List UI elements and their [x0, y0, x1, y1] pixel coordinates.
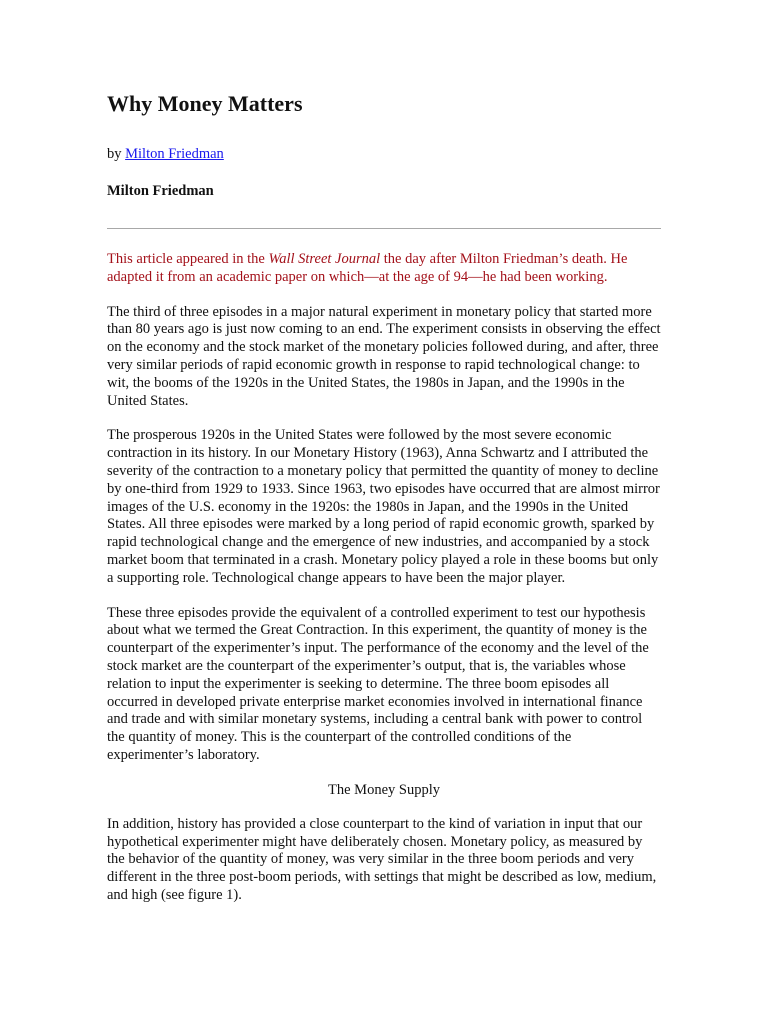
byline — [107, 145, 661, 163]
section-subheading: The Money Supply — [328, 781, 440, 798]
publication-name: Wall Street Journal — [268, 251, 381, 267]
paragraph-3: These three episodes provide the equivalent of a controlled experiment to test our hypothesis about what we termed the Great Contraction. In this experiment, the quantity of money is the counterpart of the experimenter’s input. The performance of the economy and the level of the stock market are the counterpart of the experimenter’s output, that is, the variables whose relation to input the experimenter is seeking to determine. The three boom episodes all occurred in developed private enterprise market economies involved in international finance and trade and with similar monetary systems, including a central bank with power to control the quantity of money. This is the counterpart of the controlled conditions of the experimenter’s laboratory. — [107, 604, 649, 763]
article-title: Why Money Matters — [107, 91, 303, 116]
author-heading: Milton Friedman — [107, 183, 214, 199]
paragraph-4: In addition, history has provided a close counterpart to the kind of variation in input that our hypothetical experimenter might have deliberately chosen. Monetary policy, as measured by the behavior of the quantity of money, was very similar in the three boom periods and very different in the three post-boom periods, with settings that might be described as low, medium, and high (see figure 1). — [107, 815, 657, 903]
article — [107, 90, 661, 905]
paragraph-2: The prosperous 1920s in the United States were followed by the most severe economic contraction in its history. In our Monetary History (1963), Anna Schwartz and I attributed the severity of the contraction to a monetary policy that permitted the quantity of money to decline by one-third from 1929 to 1933. Since 1963, two episodes have occurred that are almost mirror images of the U.S. economy in the 1920s: the 1980s in Japan, and the 1990s in the United States. All three episodes were marked by a long period of rapid economic growth, sparked by rapid technological change and the emergence of new industries, and accompanied by a stock market boom that terminated in a crash. Monetary policy played a role in these booms but only a supporting role. Technological change appears to have been the major player. — [107, 427, 660, 586]
byline-prefix: by — [107, 146, 126, 162]
divider — [107, 228, 661, 229]
editor-note-part2: the day after Milton Friedman’s death. He adapted it from an academic paper on which—at the age of 94—he had been working. — [107, 251, 628, 285]
editor-note-part1: This article appeared in the — [107, 251, 269, 267]
paragraph-1: The third of three episodes in a major natural experiment in monetary policy that started more than 80 years ago is just now coming to an end. The experiment consists in observing the effect on the economy and the stock market of the monetary policies followed during, and after, three very similar periods of rapid economic growth in response to rapid technological change: to wit, the booms of the 1920s in the United States, the 1980s in Japan, and the 1990s in the United States. — [107, 303, 661, 409]
editor-note — [107, 251, 661, 287]
author-link[interactable]: Milton Friedman — [125, 146, 224, 162]
